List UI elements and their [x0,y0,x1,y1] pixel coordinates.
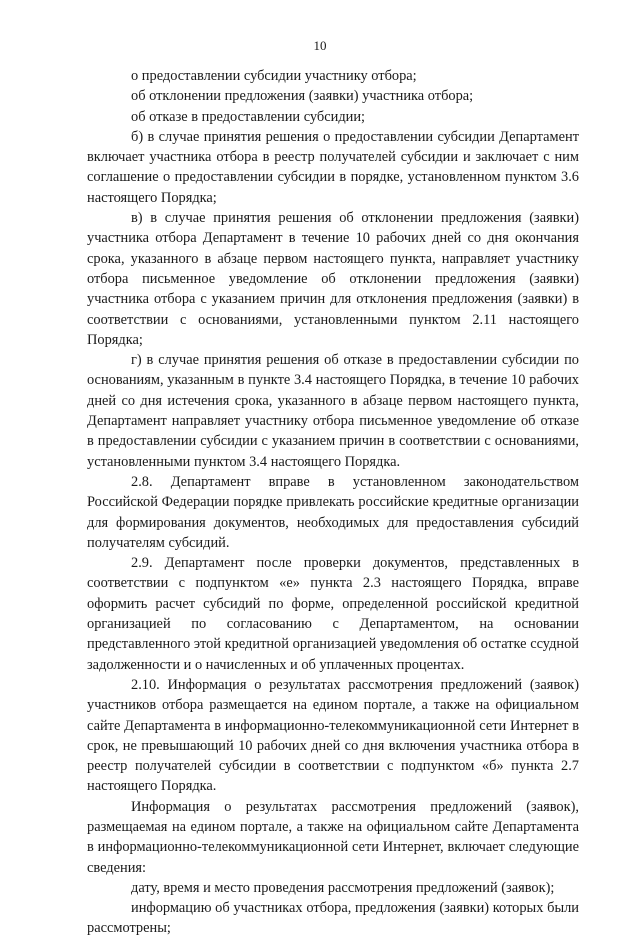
paragraph: 2.9. Департамент после проверки документов, представленных в соответствии с подпунктом «е» пункта 2.3 настоящего Порядка, вправе оформить расчет субсидий по форме, определенной российской кредитной организацией по согласованию с Департаментом, на основании представленного этой кредитной организацией уведомления об остатке ссудной задолженности и о начисленных и об уплаченных процентах. [87,555,579,673]
paragraph: об отклонении предложения (заявки) участника отбора; [131,88,474,105]
paragraph: 2.10. Информация о результатах рассмотрения предложений (заявок) участников отбора размещается на едином портале, а также на официальном сайте Департамента в информационно-телекоммуникационной сети Интернет в срок, не превышающий 10 рабочих дней со дня включения участника отбора в реестр получателей субсидии в соответствии с подпунктом «б» пункта 2.7 настоящего Порядка. [87,676,579,795]
paragraph: Информация о результатах рассмотрения предложений (заявок), размещаемая на едином портале, а также на официальном сайте Департамента в информационно-телекоммуникационной сети Интернет, включает следующие сведения: [87,798,579,876]
paragraph: 2.8. Департамент вправе в установленном законодательством Российской Федерации порядке привлекать российские кредитные организации для формирования документов, необходимых для предоставления субсидий получателям субсидий. [87,473,579,551]
paragraph: о предоставлении субсидии участнику отбора; [131,68,417,84]
paragraph: дату, время и место проведения рассмотрения предложений (заявок); [131,879,555,896]
page-number: 10 [313,38,327,53]
paragraph: в) в случае принятия решения об отклонении предложения (заявки) участника отбора Департамент в течение 10 рабочих дней со дня окончания срока, указанного в абзаце первом настоящего пункта, направляет участнику отбора письменное уведомление об отклонении предложения (заявки) участника отбора с указанием причин для отклонения предложения (заявки) в соответствии с основаниями, установленными пунктом 2.11 настоящего Порядка; [87,210,579,348]
paragraph: информацию об участниках отбора, предложения (заявки) которых были рассмотрены; [87,900,579,937]
paragraph: б) в случае принятия решения о предоставлении субсидии Департамент включает участника отбора в реестр получателей субсидии и заключает с ним соглашение о предоставлении субсидии в порядке, установленном пунктом 3.6 настоящего Порядка; [87,128,579,206]
paragraph: г) в случае принятия решения об отказе в предоставлении субсидии по основаниям, указанным в пункте 3.4 настоящего Порядка, в течение 10 рабочих дней со дня истечения срока, указанного в абзаце первом настоящего пункта, Департамент направляет участнику отбора письменное уведомление об отказе в предоставлении субсидии с указанием причин в соответствии с основаниями, установленными пунктом 3.4 настоящего Порядка. [87,352,579,470]
document-body [87,66,579,939]
paragraph: об отказе в предоставлении субсидии; [131,108,366,125]
